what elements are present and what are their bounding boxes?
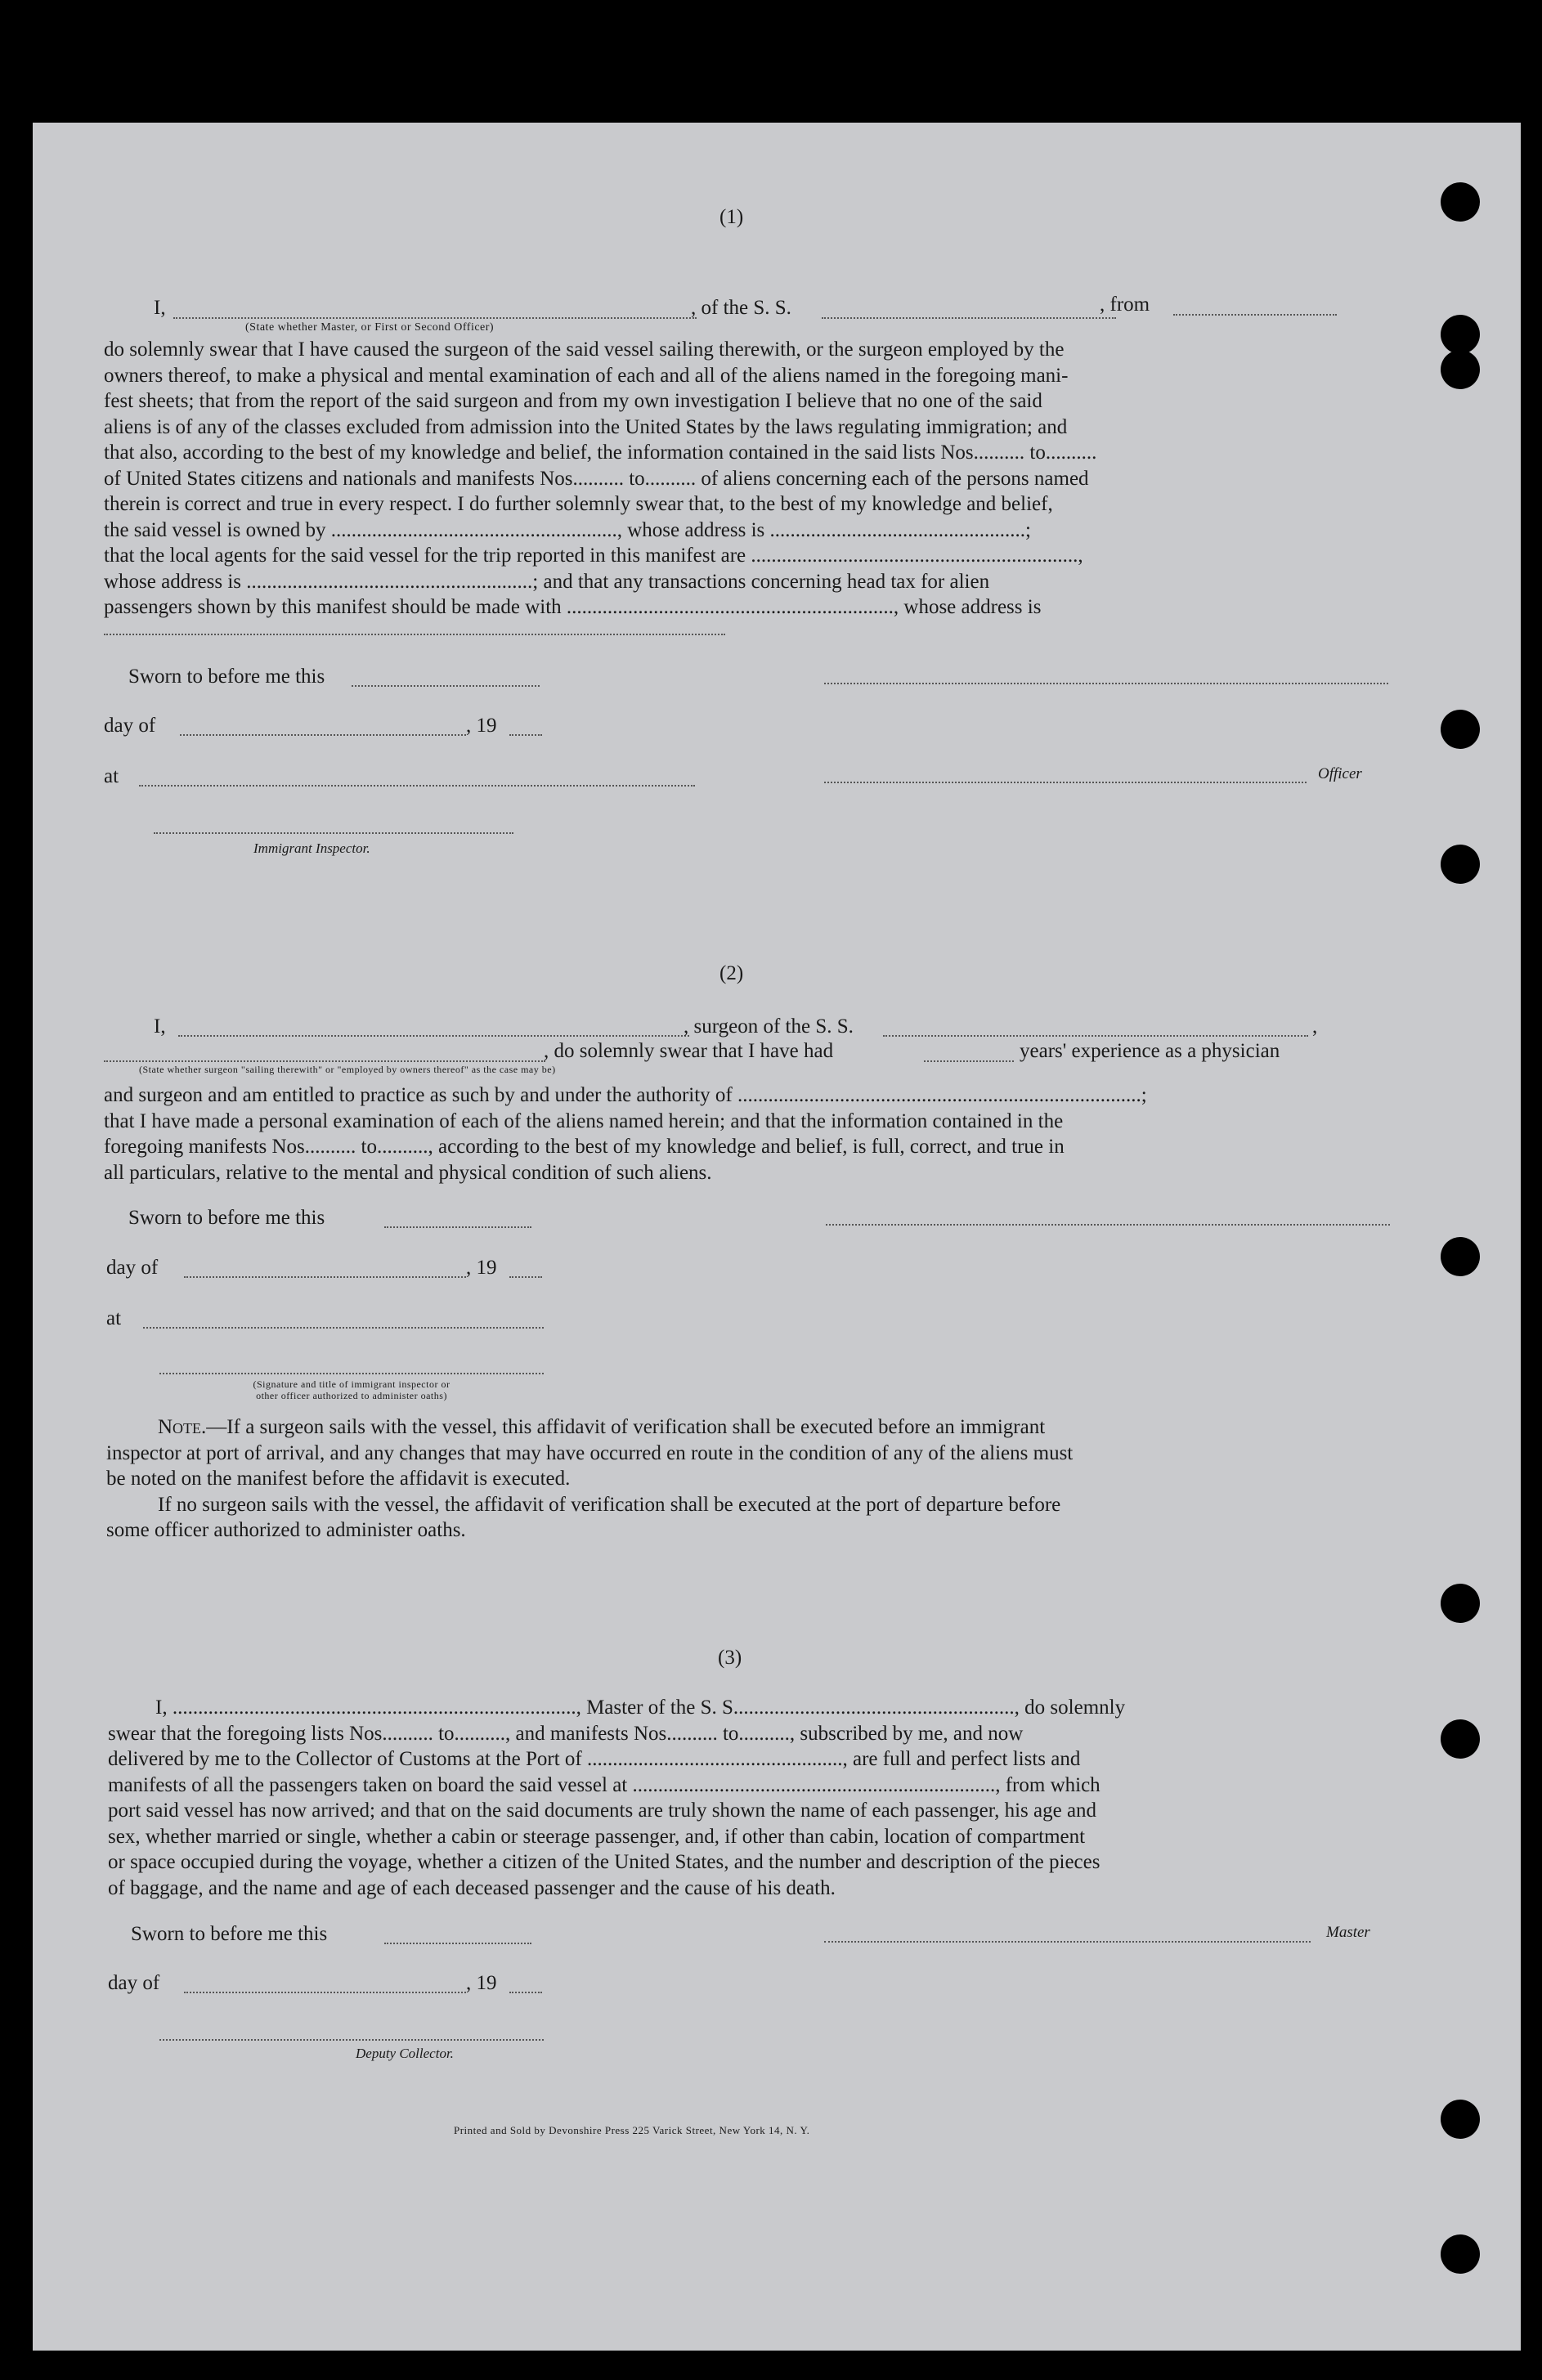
section1-year-field[interactable] (509, 734, 542, 736)
section2-year-label: , 19 (466, 1257, 497, 1279)
section1-number: (1) (719, 206, 744, 228)
section1-officer-line[interactable] (824, 782, 1307, 783)
years-experience-field[interactable] (924, 1060, 1014, 1062)
section2-i-label: I, (154, 1015, 166, 1038)
surgeon-status-field[interactable] (104, 1060, 545, 1062)
surgeon-signature-field[interactable] (826, 1224, 1390, 1226)
section3-year-field[interactable] (509, 1992, 542, 1993)
vessel-name-field[interactable] (822, 317, 1116, 319)
section1-at-field[interactable] (139, 785, 695, 787)
immigrant-inspector-title: Immigrant Inspector. (253, 840, 370, 856)
section2-number: (2) (719, 962, 744, 984)
punch-hole (1441, 1237, 1480, 1276)
section1-i-label: I, (154, 297, 166, 319)
punch-hole (1441, 845, 1480, 884)
section2-oath-text: and surgeon and am entitled to practice as such by and under the authority of ...............................................................................; that I have made a personal examination of each of the aliens named herein; and that the information contained in the foregoing manifests Nos.......... to.........., according to the best of my knowledge and belief, is full, correct, and true in all particulars, relative to the mental and physical condition of such aliens. (104, 1084, 1147, 1184)
section1-officer-signature-field[interactable] (824, 683, 1388, 684)
punch-hole (1441, 710, 1480, 749)
from-label: , from (1100, 294, 1150, 316)
punch-hole (1441, 1584, 1480, 1623)
surgeon-vessel-field[interactable] (883, 1035, 1308, 1037)
section1-day-of-label: day of (104, 715, 156, 737)
whose-address-field[interactable] (104, 634, 725, 635)
punch-hole (1441, 182, 1480, 222)
section1-at-label: at (104, 765, 119, 787)
section1-year-label: , 19 (466, 715, 497, 737)
officer-title: Officer (1318, 765, 1362, 782)
section2-year-field[interactable] (509, 1276, 542, 1278)
section3-day-of-label: day of (108, 1972, 160, 1994)
section2-month-field[interactable] (184, 1276, 466, 1278)
punch-hole (1441, 1719, 1480, 1759)
section3-month-field[interactable] (184, 1992, 466, 1993)
section3-year-label: , 19 (466, 1972, 497, 1994)
master-signature-field[interactable] (824, 1941, 1311, 1943)
section3-oath-text: I, ..............................................................................., Master of the S. S......................................................., do solemnly swear that the foregoing lists Nos.......... to.........., and manifests Nos.......... to.........., subscribed by me, and now delivered by me to the Collector of Customs at the Port of .................................................., are full and perfect lists and manifests of all the passengers taken on board the said vessel at ......................................................................., from which port said vessel has now arrived; and that on the said documents are truly shown the name of each passenger, his age and sex, whether married or single, whether a cabin or steerage passenger, and, if other than cabin, location of compartment or space occupied during the voyage, whether a citizen of the United States, and the number and description of the pieces of baggage, and the name and age of each deceased passenger and the cause of his death. (108, 1696, 1126, 1899)
section3-sworn-date-field[interactable] (384, 1943, 531, 1944)
printer-footer: Printed and Sold by Devonshire Press 225 Varick Street, New York 14, N. Y. (454, 2124, 810, 2136)
section2-note: Note.—If a surgeon sails with the vessel, this affidavit of verification shall be executed before an immigrant inspector at port of arrival, and any changes that may have occurred en route in the condition of any of the aliens must be noted on the manifest before the affidavit is executed. If no surgeon sails with the vessel, the affidavit of verification shall be executed at the port of departure before some officer authorized to administer oaths. (106, 1416, 1074, 1541)
section1-sworn-date-field[interactable] (352, 685, 540, 687)
punch-hole (1441, 2234, 1480, 2274)
years-experience-label: years' experience as a physician (1020, 1040, 1280, 1062)
surgeon-name-field[interactable] (178, 1035, 689, 1037)
punch-hole (1441, 350, 1480, 389)
section2-sworn-date-field[interactable] (384, 1226, 531, 1228)
master-title: Master (1326, 1924, 1370, 1941)
section3-number: (3) (718, 1647, 742, 1669)
deputy-collector-title: Deputy Collector. (356, 2046, 454, 2061)
section1-month-field[interactable] (180, 734, 466, 736)
form-page (33, 123, 1521, 2351)
section1-sworn-label: Sworn to before me this (128, 666, 325, 688)
surgeon-vessel-comma: , (1312, 1015, 1318, 1038)
surgeon-status-note: (State whether surgeon "sailing therewith" or "employed by owners thereof" as the case may be) (139, 1064, 556, 1075)
punch-hole (1441, 2100, 1480, 2139)
section2-inspector-signature-field[interactable] (159, 1373, 544, 1374)
section1-oath-text: do solemnly swear that I have caused the surgeon of the said vessel sailing therewith, or the surgeon employed by the owners thereof, to make a physical and mental examination of each and all of the aliens named in the foregoing mani- fest sheets; that from the report of the said surgeon and from my own investigation I believe that no one of the said aliens is of any of the classes excluded from admission into the United States by the laws regulating immigration; and that also, according to the best of my knowledge and belief, the information contained in the said lists Nos.......... to.......... of United States citizens and nationals and manifests Nos.......... to.......... of aliens concerning each of the persons named therein is correct and true in every respect. I do further solemnly swear that, to the best of my knowledge and belief, the said vessel is owned by ........................................................, whose address is ..................................................; that the local agents for the said vessel for the trip reported in this manifest are ................................................................, whose address is ........................................................; and that any transactions concerning head tax for alien passengers shown by this manifest should be made with ................................................................, whose address is (104, 338, 1097, 618)
section2-at-label: at (106, 1307, 122, 1329)
surgeon-of-label: , surgeon of the S. S. (684, 1015, 854, 1038)
state-officer-note: (State whether Master, or First or Second Officer) (245, 321, 495, 334)
punch-hole (1441, 315, 1480, 354)
section2-at-field[interactable] (143, 1327, 544, 1329)
of-ss-label: , of the S. S. (691, 297, 791, 319)
deputy-collector-signature-field[interactable] (159, 2039, 544, 2041)
officer-name-field[interactable] (173, 317, 697, 319)
section2-signature-note: (Signature and title of immigrant inspector or other officer authorized to administer oaths) (253, 1378, 450, 1401)
section3-sworn-label: Sworn to before me this (131, 1923, 328, 1945)
section2-day-of-label: day of (106, 1257, 159, 1279)
immigrant-inspector-signature-field[interactable] (154, 832, 513, 834)
section2-sworn-label: Sworn to before me this (128, 1207, 325, 1229)
solemnly-swear-label: , do solemnly swear that I have had (544, 1040, 834, 1062)
from-port-field[interactable] (1173, 314, 1337, 316)
